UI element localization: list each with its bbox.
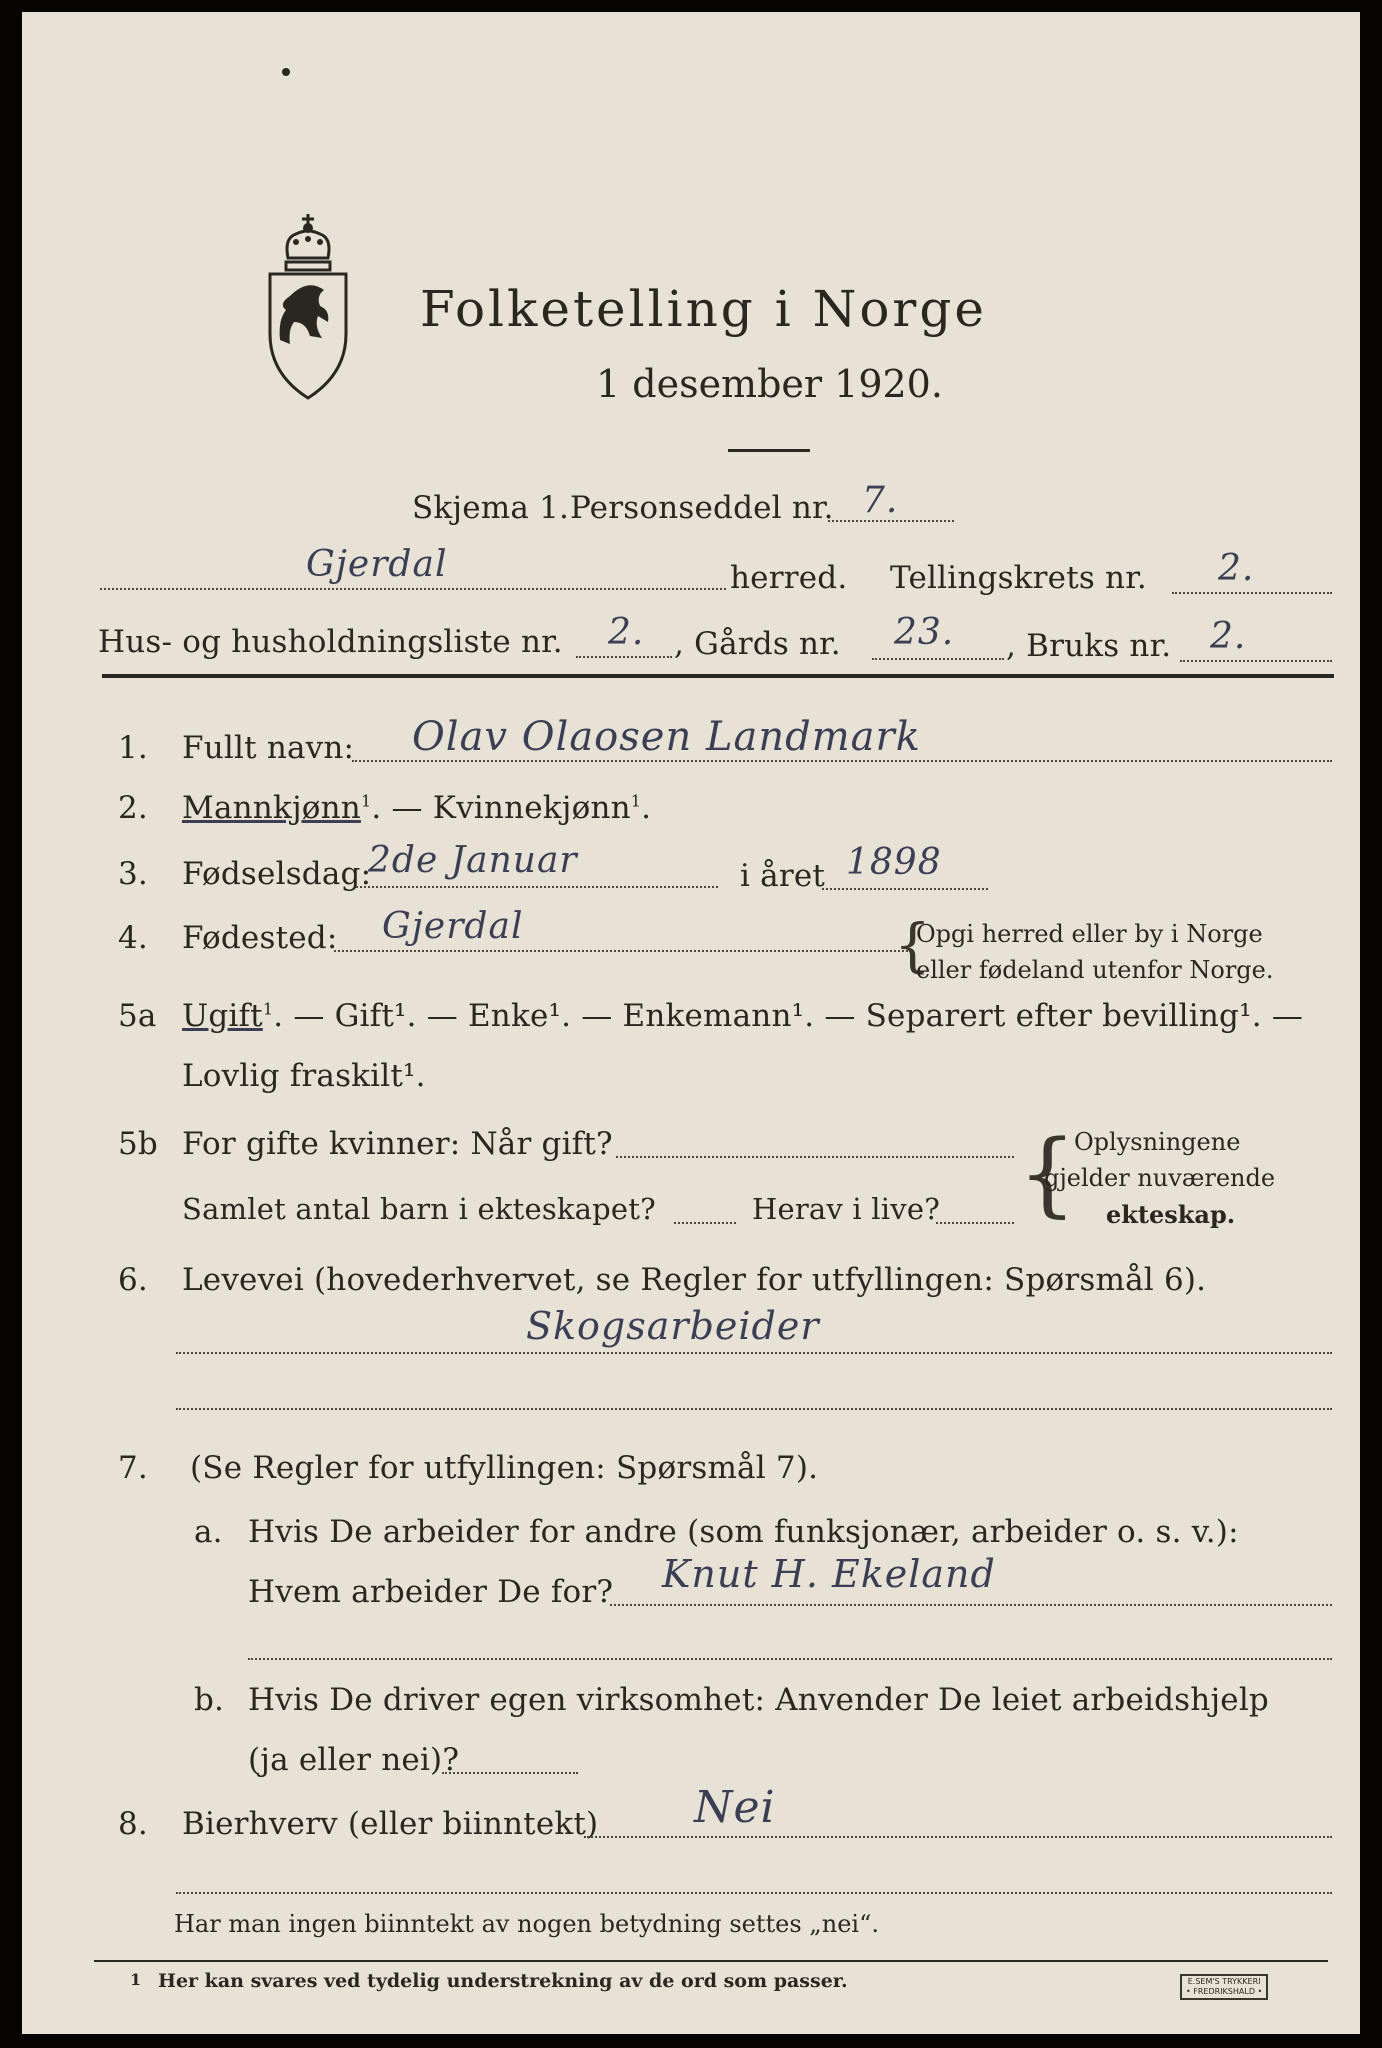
tellingskrets-field-line <box>1172 592 1332 594</box>
q5b-children-field-line <box>674 1222 736 1224</box>
q5b-note-line2-text: gjelder nuværende <box>1044 1164 1276 1192</box>
gender-end: . <box>641 790 652 826</box>
tellingskrets-label: Tellingskrets nr. <box>890 560 1147 596</box>
q5b-children-label: Samlet antal barn i ekteskapet? <box>182 1192 656 1226</box>
q7a-field-line-2 <box>248 1658 1332 1660</box>
q1-label: Fullt navn: <box>182 730 355 766</box>
header-rule <box>102 674 1334 678</box>
q7b-line2: (ja eller nei)? <box>248 1742 460 1778</box>
q5b-married-field-line <box>616 1156 1014 1158</box>
gender-female-option: Kvinnekjønn <box>432 790 631 826</box>
q7b-field-line <box>442 1772 578 1774</box>
q5b-brace: { <box>1018 1120 1077 1227</box>
q6-label: Levevei (hovederhvervet, se Regler for utfyllingen: Spørsmål 6). <box>182 1262 1207 1298</box>
q5b-note-line3: ekteskap. <box>1106 1200 1236 1229</box>
q5b-note-line2 <box>1044 1164 1275 1192</box>
q7a-letter: a. <box>194 1514 223 1550</box>
q3-year-label: i året <box>740 858 826 894</box>
q5b-alive-field-line <box>936 1222 1014 1224</box>
herred-label: herred. <box>730 560 848 596</box>
birth-year-value: 1898 <box>846 842 942 883</box>
q5a-options <box>182 998 1303 1034</box>
birth-date-value: 2de Januar <box>368 840 578 881</box>
coat-of-arms-icon <box>260 208 356 416</box>
nei-note: Har man ingen biinntekt av nogen betydning settes „nei“. <box>174 1910 879 1938</box>
footnote-marker: 1 <box>130 1970 142 1989</box>
q7-label: (Se Regler for utfyllingen: Spørsmål 7). <box>190 1450 819 1486</box>
birthplace-value: Gjerdal <box>382 906 524 947</box>
q6-field-line-2 <box>176 1408 1332 1410</box>
footnote-ref-2: 1 <box>630 791 642 811</box>
gender-male-option: Mannkjønn <box>182 790 361 826</box>
census-date: 1 desember 1920. <box>596 362 943 406</box>
bruks-label: , Bruks nr. <box>1006 628 1172 664</box>
q5b-label: For gifte kvinner: Når gift? <box>182 1126 613 1162</box>
q5b-alive-label: Herav i live? <box>752 1192 940 1226</box>
q7a-field-line <box>610 1604 1332 1606</box>
gender-separator: . — <box>371 790 433 826</box>
form-title: Folketelling i Norge <box>420 280 987 338</box>
herred-value: Gjerdal <box>306 544 448 585</box>
printer-stamp <box>1180 1974 1268 2000</box>
occupation-value: Skogsarbeider <box>526 1304 820 1348</box>
q8-field-line <box>584 1836 1332 1838</box>
q4-note-line1: Opgi herred eller by i Norge <box>916 920 1263 948</box>
gards-number: 23. <box>894 612 955 653</box>
q1-field-line <box>352 760 1332 762</box>
q3-year-field-line <box>822 888 988 890</box>
personseddel-number: 7. <box>862 480 899 521</box>
q7a-line2: Hvem arbeider De for? <box>248 1574 614 1610</box>
q8-label: Bierhverv (eller biinntekt) <box>182 1806 599 1842</box>
hus-label: Hus- og husholdningsliste nr. <box>98 624 563 660</box>
q4-brace: { <box>894 911 931 979</box>
q4-note-line2: eller fødeland utenfor Norge. <box>916 956 1274 984</box>
bruks-field-line <box>1180 660 1332 662</box>
q4-label: Fødested: <box>182 920 338 956</box>
q5b-note-line1: Oplysningene <box>1074 1128 1241 1156</box>
q7b-line1: Hvis De driver egen virksomhet: Anvender De leiet arbeidshjelp <box>248 1682 1269 1718</box>
side-income-value: Nei <box>694 1782 776 1833</box>
tellingskrets-number: 2. <box>1218 548 1255 589</box>
q7-number: 7. <box>118 1450 148 1486</box>
q4-field-line <box>334 950 908 952</box>
q5a-line2: Lovlig fraskilt¹. <box>182 1058 426 1094</box>
marital-ugift-option: Ugift <box>182 998 263 1034</box>
q1-number: 1. <box>118 730 148 766</box>
marital-other-options: . — Gift¹. — Enke¹. — Enkemann¹. — Separert efter bevilling¹. — <box>273 998 1304 1034</box>
q7b-letter: b. <box>194 1682 225 1718</box>
footnote-text: Her kan svares ved tydelig understrekning av de ord som passer. <box>158 1970 848 1992</box>
q3-date-field-line <box>356 886 718 888</box>
title-divider <box>728 449 810 452</box>
q3-label: Fødselsdag: <box>182 856 372 892</box>
printer-stamp-line2: • FREDRIKSHALD • <box>1186 1987 1263 1996</box>
gards-label: , Gårds nr. <box>674 626 841 662</box>
census-form-page <box>22 12 1360 2034</box>
skjema-label: Skjema 1. <box>412 490 570 526</box>
gards-field-line <box>872 658 1004 660</box>
full-name-value: Olav Olaosen Landmark <box>412 714 921 760</box>
hus-number: 2. <box>608 612 645 653</box>
employer-value: Knut H. Ekeland <box>662 1552 996 1596</box>
q6-field-line-1 <box>176 1352 1332 1354</box>
footnote-ref-3: 1 <box>262 999 274 1019</box>
footnote-ref-1: 1 <box>360 791 372 811</box>
footer-rule <box>94 1960 1328 1962</box>
q2-gender-options <box>182 790 651 826</box>
personseddel-label: Personseddel nr. <box>570 490 834 526</box>
q8-number: 8. <box>118 1806 148 1842</box>
ink-dot <box>282 68 290 76</box>
printer-stamp-line1: E.SEM'S TRYKKERI <box>1187 1977 1261 1986</box>
bruks-number: 2. <box>1210 616 1247 657</box>
q5a-number: 5a <box>118 998 157 1034</box>
q6-number: 6. <box>118 1262 148 1298</box>
q3-number: 3. <box>118 856 148 892</box>
q8-field-line-2 <box>176 1892 1332 1894</box>
q7a-line1: Hvis De arbeider for andre (som funksjonær, arbeider o. s. v.): <box>248 1514 1239 1550</box>
q2-number: 2. <box>118 790 148 826</box>
q4-number: 4. <box>118 920 148 956</box>
herred-field-line <box>100 588 726 590</box>
q5b-number: 5b <box>118 1126 158 1162</box>
hus-field-line <box>576 656 672 658</box>
